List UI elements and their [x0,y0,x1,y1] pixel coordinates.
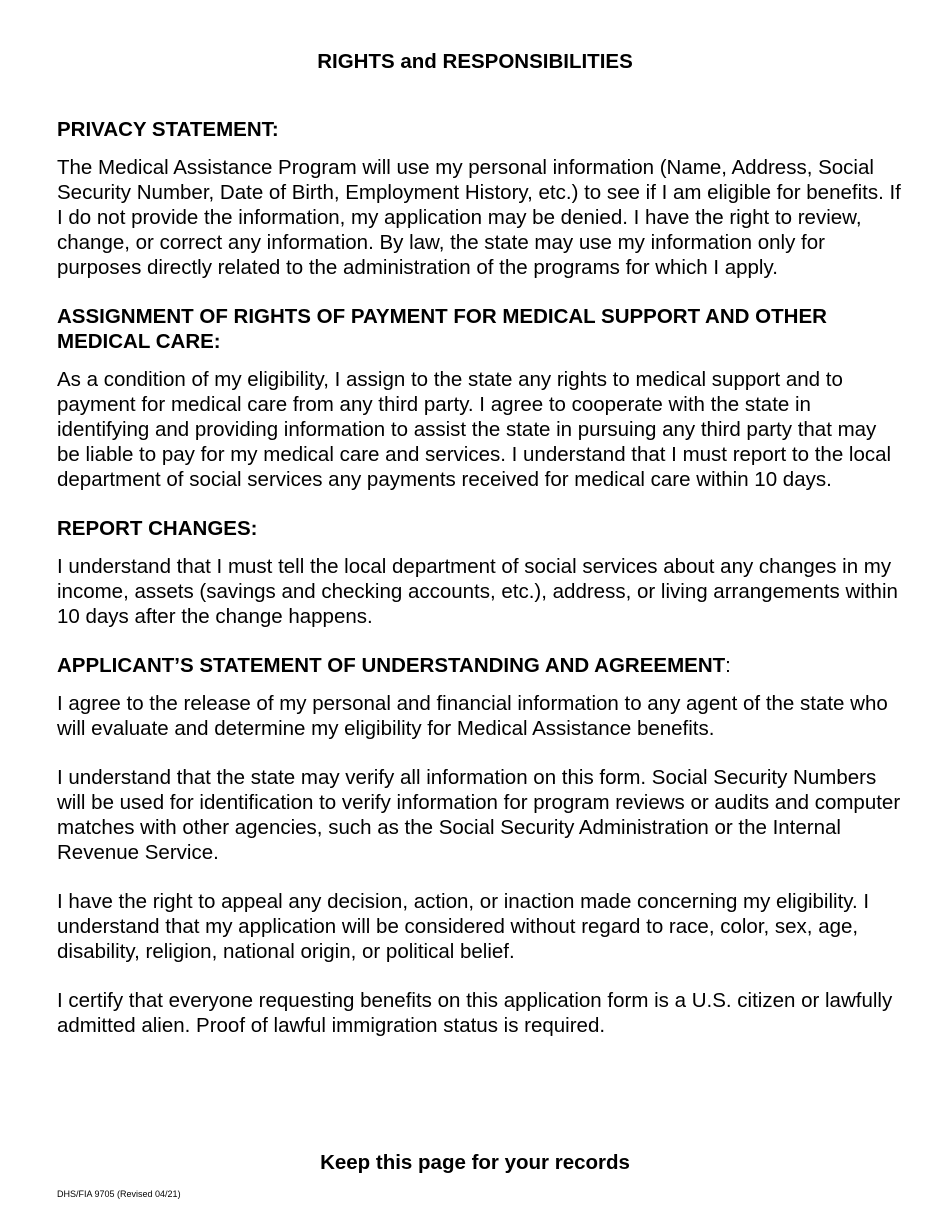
section-heading-colon: : [725,654,731,677]
section-paragraph: I understand that I must tell the local department of social services about any changes in my income, assets (savings and checking accounts, etc.), address, or living arrangements within 10 days after the change happens. [57,555,898,628]
section-paragraph: I agree to the release of my personal and financial information to any agent of the state who will evaluate and determine my eligibility for Medical Assistance benefits. [57,692,888,740]
applicant-statement-section [57,653,902,1038]
section-heading: APPLICANT’S STATEMENT OF UNDERSTANDING AND AGREEMENT [57,654,726,677]
section-heading-wrapper [57,653,902,678]
section-heading: REPORT CHANGES: [57,517,258,540]
section-heading: PRIVACY STATEMENT: [57,118,279,141]
assignment-of-rights-section [57,304,902,492]
section-paragraph: I have the right to appeal any decision, action, or inaction made concerning my eligibility. I understand that my application will be considered without regard to race, color, sex, age, disability, religion, national origin, or political belief. [57,890,870,963]
report-changes-section [57,516,902,629]
footer-note: Keep this page for your records [320,1151,630,1174]
page-title: RIGHTS and RESPONSIBILITIES [317,50,633,73]
section-paragraph: I understand that the state may verify all information on this form. Social Security Numbers will be used for identification to verify information for program reviews or audits and computer matches with other agencies, such as the Social Security Administration or the Internal Revenue Service. [57,766,901,864]
section-paragraph: As a condition of my eligibility, I assign to the state any rights to medical support and to payment for medical care from any third party. I agree to cooperate with the state in identifying and providing information to assist the state in pursuing any third party that may be liable to pay for my medical care and services. I understand that I must report to the local department of social services any payments received for medical care within 10 days. [57,368,892,491]
section-paragraph: The Medical Assistance Program will use my personal information (Name, Address, Social Security Number, Date of Birth, Employment History, etc.) to see if I am eligible for benefits. If I do not provide the information, my application may be denied. I have the right to review, change, or correct any information. By law, the state may use my information only for purposes directly related to the administration of the programs for which I apply. [57,156,901,279]
section-heading: ASSIGNMENT OF RIGHTS OF PAYMENT FOR MEDICAL SUPPORT AND OTHER MEDICAL CARE: [57,305,827,353]
privacy-statement-section [57,117,902,280]
section-paragraph: I certify that everyone requesting benefits on this application form is a U.S. citizen or lawfully admitted alien. Proof of lawful immigration status is required. [57,989,893,1037]
form-id: DHS/FIA 9705 (Revised 04/21) [57,1189,181,1199]
document-body [57,117,902,1062]
